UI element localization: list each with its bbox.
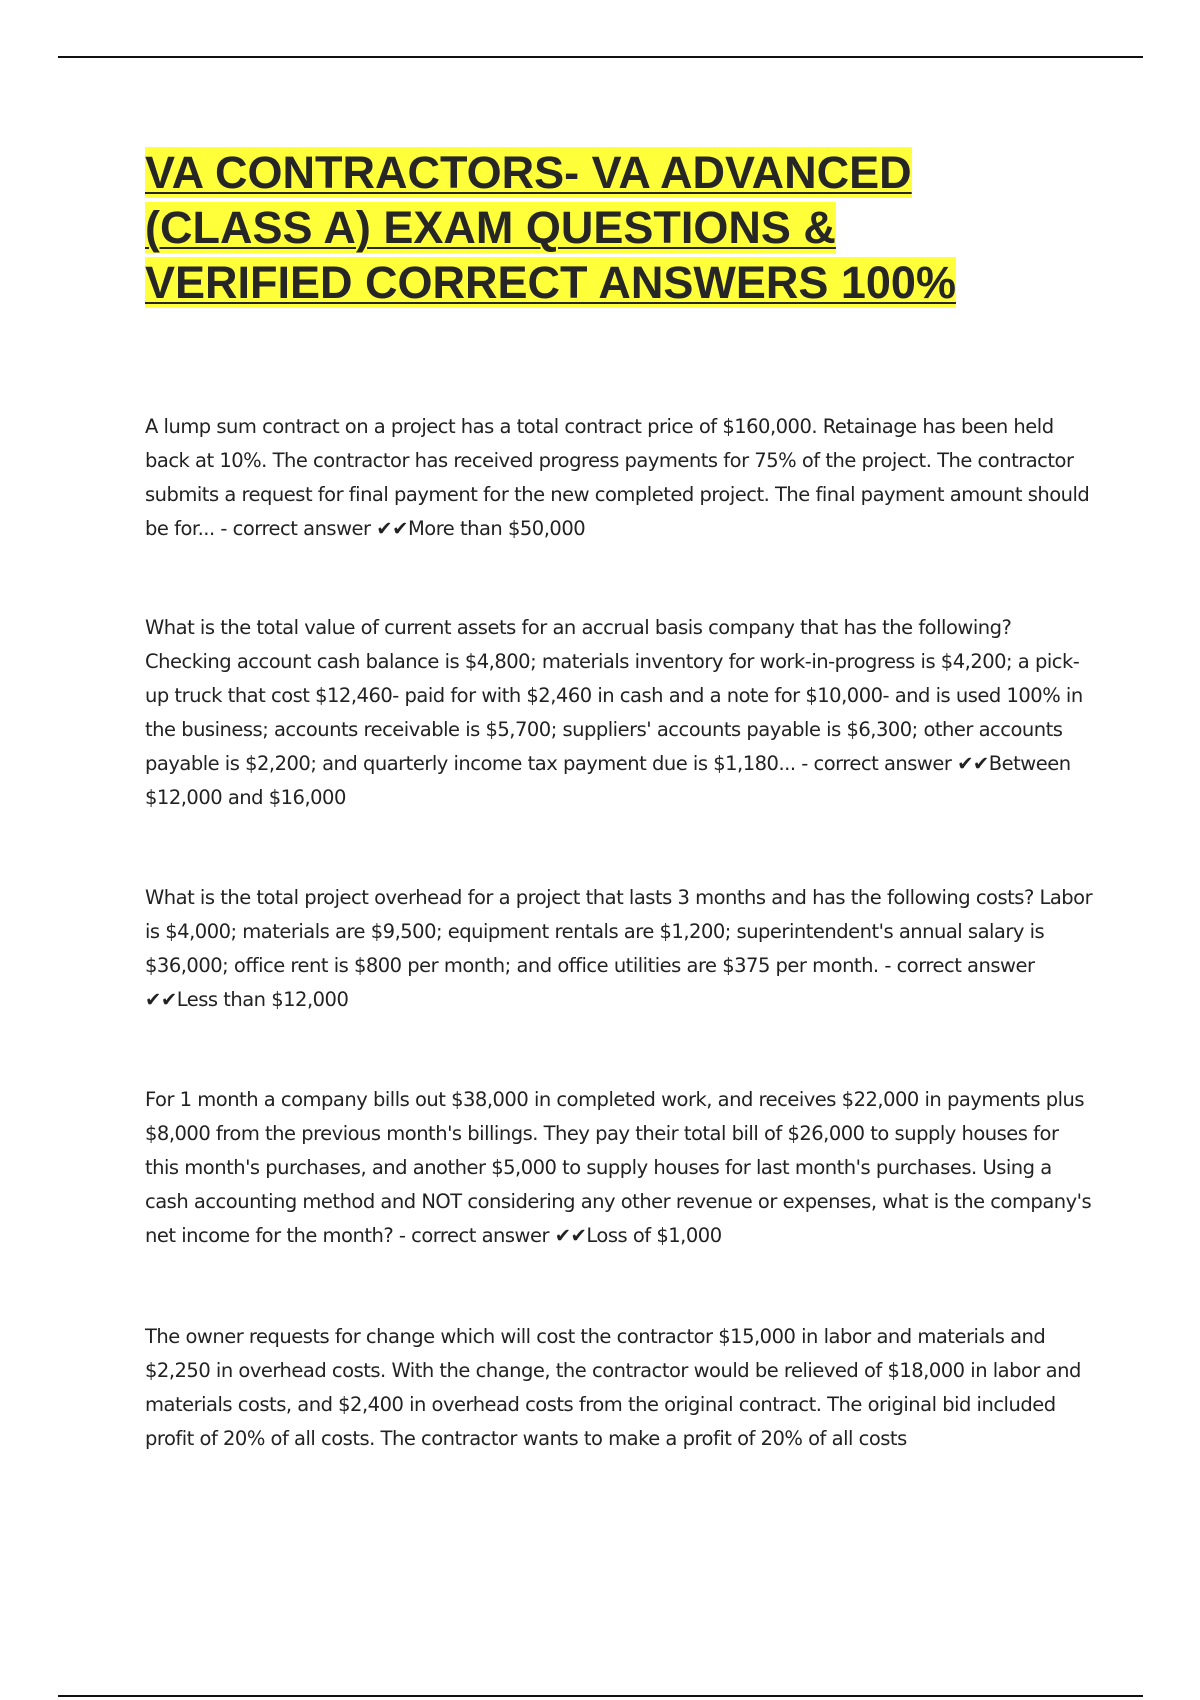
question-item-1 — [145, 410, 1095, 546]
answer-separator: - correct answer — [795, 752, 958, 775]
answer-separator: - correct answer — [393, 1224, 555, 1247]
check-icon: ✔✔ — [554, 1224, 587, 1247]
top-rule — [58, 56, 1143, 58]
question-text: What is the total project overhead for a project that lasts 3 months and has the following costs? Labor is $4,000; materials are $9,500; equipment rentals are $1,200; superintendent's annual salary is $36,000; office rent is $800 per month; and office utilities are $375 per month. — [145, 886, 1093, 977]
answer-text: Between $12,000 and $16,000 — [145, 752, 1071, 809]
answer-separator: - correct answer — [214, 517, 377, 540]
check-icon: ✔✔ — [145, 988, 177, 1011]
check-icon: ✔✔ — [957, 752, 989, 775]
question-text: A lump sum contract on a project has a total contract price of $160,000. Retainage has been held back at 10%. The contractor has received progress payments for 75% of the project. The contractor submits a request for final payment for the new completed project. The final payment amount should be for... — [145, 415, 1090, 540]
answer-text: Less than $12,000 — [176, 988, 349, 1011]
question-item-2 — [145, 611, 1095, 815]
bottom-rule — [58, 1695, 1143, 1697]
check-icon: ✔✔ — [376, 517, 408, 540]
document-title — [145, 145, 1065, 310]
question-item-3 — [145, 881, 1095, 1017]
answer-text: Loss of $1,000 — [586, 1224, 722, 1247]
question-item-5-partial: The owner requests for change which will cost the contractor $15,000 in labor and materials and $2,250 in overhead costs. With the change, the contractor would be relieved of $18,000 in labor and materials costs, and $2,400 in overhead costs from the original contract. The original bid included profit of 20% of all costs. The contractor wants to make a profit of 20% of all costs — [145, 1325, 1081, 1450]
question-text: For 1 month a company bills out $38,000 in completed work, and receives $22,000 in payments plus $8,000 from the previous month's billings. They pay their total bill of $26,000 to supply houses for this month's purchases, and another $5,000 to supply houses for last month's purchases. Using a cash accounting method and NOT considering any other revenue or expenses, what is the company's net income for the month? — [145, 1088, 1092, 1247]
title-line-3: VERIFIED CORRECT ANSWERS 100% — [145, 257, 956, 308]
question-item-4 — [145, 1083, 1095, 1253]
question-text: What is the total value of current assets for an accrual basis company that has the following? Checking account cash balance is $4,800; materials inventory for work-in-progress is $4,200; a pick-up truck that cost $12,460- paid for with $2,460 in cash and a note for $10,000- and is used 100% in the business; accounts receivable is $5,700; suppliers' accounts payable is $6,300; other accounts payable is $2,200; and quarterly income tax payment due is $1,180... — [145, 616, 1083, 775]
answer-text: More than $50,000 — [407, 517, 586, 540]
title-line-2: (CLASS A) EXAM QUESTIONS & — [145, 202, 836, 253]
title-line-1: VA CONTRACTORS- VA ADVANCED — [145, 147, 912, 198]
answer-separator: - correct answer — [878, 954, 1035, 977]
